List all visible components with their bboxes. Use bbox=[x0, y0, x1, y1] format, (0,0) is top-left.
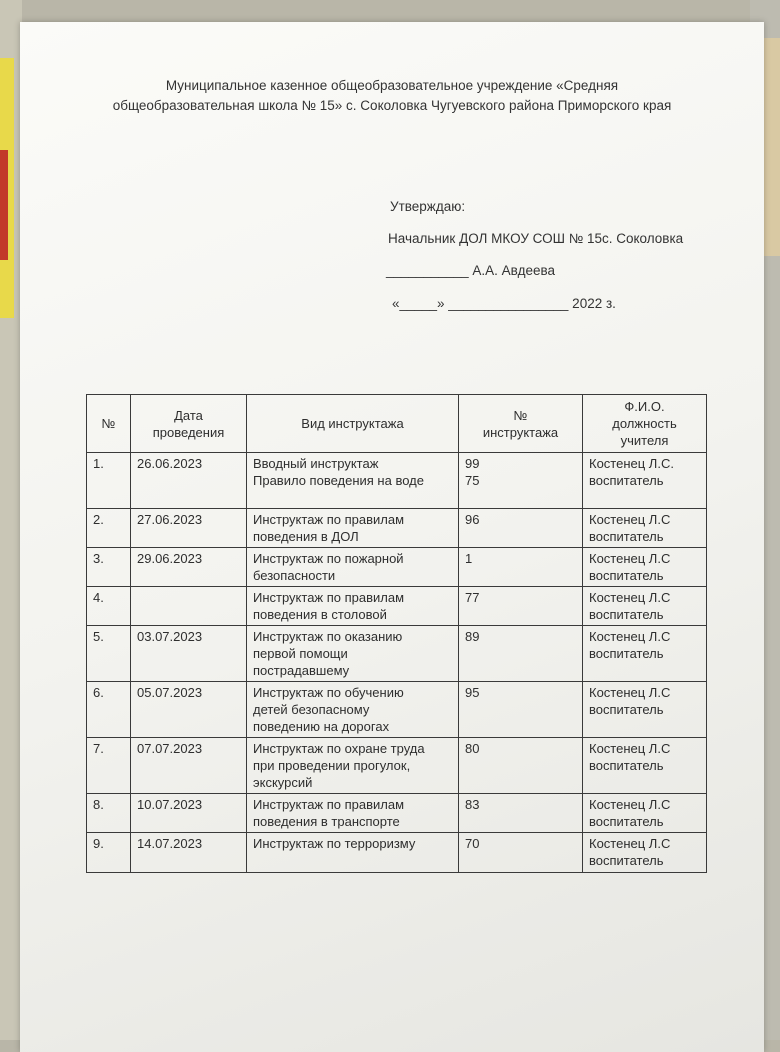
row-number: 3. bbox=[87, 548, 131, 587]
table-header-row bbox=[87, 395, 707, 453]
approval-position: Начальник ДОЛ МКОУ СОШ № 15с. Соколовка bbox=[388, 231, 684, 246]
row-date: 07.07.2023 bbox=[131, 738, 247, 794]
row-date: 27.06.2023 bbox=[131, 509, 247, 548]
header-date: Дата проведения bbox=[131, 395, 247, 453]
row-date bbox=[131, 587, 247, 626]
org-name-line-2: общеобразовательная школа № 15» с. Соколовка Чугуевского района Приморского края bbox=[112, 98, 672, 113]
approval-signature: ___________ А.А. Авдеева bbox=[386, 263, 556, 278]
row-teacher: Костенец Л.С воспитатель bbox=[583, 587, 707, 626]
row-type: Инструктаж по правилам поведения в транспорте bbox=[247, 794, 459, 833]
row-type: Инструктаж по обучению детей безопасному поведению на дорогах bbox=[247, 682, 459, 738]
row-code: 99 75 bbox=[459, 453, 583, 509]
table-row bbox=[87, 626, 707, 682]
row-code: 80 bbox=[459, 738, 583, 794]
row-number: 7. bbox=[87, 738, 131, 794]
row-number: 9. bbox=[87, 833, 131, 873]
row-number: 8. bbox=[87, 794, 131, 833]
row-date: 03.07.2023 bbox=[131, 626, 247, 682]
row-code: 77 bbox=[459, 587, 583, 626]
row-code: 96 bbox=[459, 509, 583, 548]
row-type: Инструктаж по терроризму bbox=[247, 833, 459, 873]
table-row bbox=[87, 548, 707, 587]
row-date: 05.07.2023 bbox=[131, 682, 247, 738]
row-type: Инструктаж по оказанию первой помощи пострадавшему bbox=[247, 626, 459, 682]
table-row bbox=[87, 682, 707, 738]
row-teacher: Костенец Л.С воспитатель bbox=[583, 548, 707, 587]
approval-title: Утверждаю: bbox=[390, 199, 466, 214]
instruction-table bbox=[86, 394, 707, 873]
document-page bbox=[20, 22, 764, 1052]
row-date: 26.06.2023 bbox=[131, 453, 247, 509]
row-code: 70 bbox=[459, 833, 583, 873]
table-row bbox=[87, 738, 707, 794]
row-date: 10.07.2023 bbox=[131, 794, 247, 833]
row-code: 1 bbox=[459, 548, 583, 587]
row-code: 89 bbox=[459, 626, 583, 682]
table-row bbox=[87, 833, 707, 873]
header-instruction-number: № инструктажа bbox=[459, 395, 583, 453]
row-date: 29.06.2023 bbox=[131, 548, 247, 587]
red-label-strip bbox=[0, 150, 8, 260]
row-type: Инструктаж по охране труда при проведении прогулок, экскурсий bbox=[247, 738, 459, 794]
row-type: Инструктаж по пожарной безопасности bbox=[247, 548, 459, 587]
row-teacher: Костенец Л.С воспитатель bbox=[583, 682, 707, 738]
row-teacher: Костенец Л.С воспитатель bbox=[583, 509, 707, 548]
table-row bbox=[87, 794, 707, 833]
header-type: Вид инструктажа bbox=[247, 395, 459, 453]
approval-date: «_____» ________________ 2022 з. bbox=[392, 296, 616, 311]
row-date: 14.07.2023 bbox=[131, 833, 247, 873]
row-type: Инструктаж по правилам поведения в ДОЛ bbox=[247, 509, 459, 548]
row-teacher: Костенец Л.С воспитатель bbox=[583, 794, 707, 833]
row-teacher: Костенец Л.С. воспитатель bbox=[583, 453, 707, 509]
row-number: 1. bbox=[87, 453, 131, 509]
row-number: 5. bbox=[87, 626, 131, 682]
org-name-line-1: Муниципальное казенное общеобразовательное учреждение «Средняя bbox=[165, 78, 619, 93]
row-teacher: Костенец Л.С воспитатель bbox=[583, 626, 707, 682]
row-code: 83 bbox=[459, 794, 583, 833]
table-row bbox=[87, 453, 707, 509]
row-number: 4. bbox=[87, 587, 131, 626]
row-type: Вводный инструктаж Правило поведения на воде bbox=[247, 453, 459, 509]
row-number: 6. bbox=[87, 682, 131, 738]
row-code: 95 bbox=[459, 682, 583, 738]
row-type: Инструктаж по правилам поведения в столовой bbox=[247, 587, 459, 626]
header-number: № bbox=[87, 395, 131, 453]
table-row bbox=[87, 509, 707, 548]
row-teacher: Костенец Л.С воспитатель bbox=[583, 738, 707, 794]
row-number: 2. bbox=[87, 509, 131, 548]
row-teacher: Костенец Л.С воспитатель bbox=[583, 833, 707, 873]
header-teacher: Ф.И.О. должность учителя bbox=[583, 395, 707, 453]
table-row bbox=[87, 587, 707, 626]
